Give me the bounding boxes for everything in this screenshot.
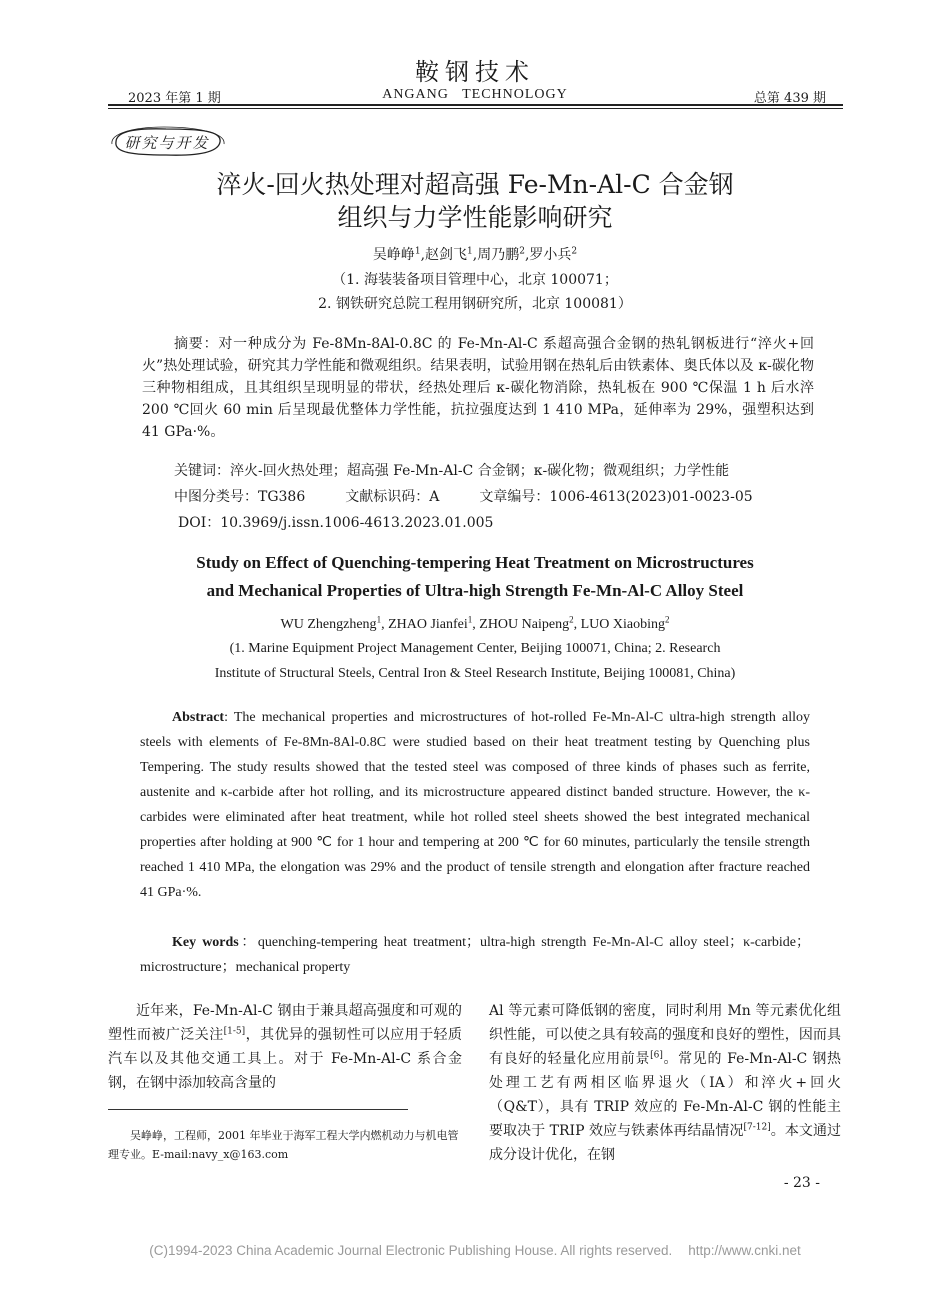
- body-column-right: [489, 999, 841, 1167]
- abstract-cn: 摘要：对一种成分为 Fe-8Mn-8Al-0.8C 的 Fe-Mn-Al-C 系超高强合金钢的热轧钢板进行“淬火+回火”热处理试验，研究其力学性能和微观组织。结果表明，试验用钢在热轧后由铁素体、奥氏体以及 κ-碳化物三种物相组成，且其组织呈现明显的带状，经热处理后 κ-碳化物消除，热轧板在 900 ℃保温 1 h 后水淬 200 ℃回火 60 min 后呈现最优整体力学性能，抗拉强度达到 1 410 MPa，延伸率为 29%，强塑积达到 41 GPa·%。: [142, 336, 814, 440]
- citation-ref[interactable]: [1-5]: [223, 1026, 246, 1037]
- author-cn: 周乃鹏: [477, 247, 520, 263]
- keywords-en-text: ：quenching-tempering heat treatment；ultra-high strength Fe-Mn-Al-C alloy steel；κ-carbide；microstructure；mechanical property: [140, 935, 810, 975]
- citation-ref[interactable]: [6]: [650, 1050, 663, 1061]
- author-en: WU Zhengzheng: [280, 617, 377, 632]
- section-tag-label: 研究与开发: [124, 134, 210, 152]
- keywords-en: [140, 930, 810, 980]
- body-text: 。常见的 Fe-Mn-Al-C 钢热处理工艺有两相区临界退火（IA）和淬火+回火（Q&T），具有 TRIP 效应的 Fe-Mn-Al-C 钢的性能主要取决于 TRIP 效应与铁素体再结晶情况: [489, 1051, 842, 1139]
- body-text: 近年来，Fe-Mn-Al-C 钢由于兼具超高强度和可观的塑性而被广泛关注: [108, 1003, 462, 1043]
- page-number: - 23 -: [783, 1175, 820, 1191]
- author-superscript: 1: [467, 246, 473, 257]
- author-footnote: 吴峥峥，工程师，2001 年毕业于海军工程大学内燃机动力与机电管理专业。E-mail:navy_x@163.com: [108, 1129, 459, 1161]
- document-code: 文献标识码：A: [345, 489, 440, 505]
- title-cn-line-1: 淬火-回火热处理对超高强 Fe-Mn-Al-C 合金钢: [216, 170, 734, 199]
- keywords-cn: 关键词：淬火-回火热处理；超高强 Fe-Mn-Al-C 合金钢；κ-碳化物；微观组织；力学性能: [174, 463, 730, 479]
- clc-number: 中图分类号：TG386: [174, 489, 306, 505]
- title-cn-line-2: 组织与力学性能影响研究: [337, 203, 613, 232]
- title-en-line-2: and Mechanical Properties of Ultra-high Strength Fe-Mn-Al-C Alloy Steel: [206, 581, 744, 600]
- authors-en: WU Zhengzheng$^1$, ZHAO Jianfei$^1$, ZHOU Naipeng$^2$, LUO Xiaobing$^2$: [280, 614, 670, 632]
- section-tag: [106, 125, 228, 159]
- author-superscript: 2: [569, 614, 574, 625]
- footnote-rule: [108, 1109, 408, 1110]
- author-en: ZHOU Naipeng: [479, 617, 570, 632]
- keywords-en-label: Key words: [172, 935, 239, 950]
- author-superscript: 2: [519, 246, 525, 257]
- copyright-footer: [0, 1243, 950, 1258]
- journal-title: 鞍钢技术: [415, 58, 535, 86]
- author-en: LUO Xiaobing: [580, 617, 665, 632]
- author-superscript: 2: [664, 614, 670, 625]
- issue-label: 2023 年第 1 期: [128, 91, 221, 106]
- abstract-en: [140, 705, 810, 905]
- author-superscript: 1: [414, 246, 421, 257]
- body-text: ，其优异的强韧性可以应用于轻质汽车以及其他交通工具上。对于 Fe-Mn-Al-C 系合金钢，在钢中添加较高含量的: [108, 1027, 463, 1091]
- doi[interactable]: DOI：10.3969/j.issn.1006-4613.2023.01.005: [178, 515, 494, 531]
- copyright-text: (C)1994-2023 China Academic Journal Electronic Publishing House. All rights reserved.: [149, 1243, 673, 1258]
- body-text: 。本文通过成分设计优化，在钢: [489, 1123, 841, 1163]
- authors-cn: 吴峥峥$^1$,赵剑飞$^1$,周乃鹏$^2$,罗小兵$^2$: [372, 246, 578, 263]
- affiliation-en-2: Institute of Structural Steels, Central Iron & Steel Research Institute, Beijing 100081, China): [214, 666, 736, 681]
- cnki-link[interactable]: http://www.cnki.net: [688, 1243, 801, 1258]
- author-superscript: 1: [467, 614, 473, 625]
- abstract-en-label: Abstract: [172, 710, 225, 725]
- header-rule-thin: [108, 108, 843, 109]
- author-superscript: 1: [376, 614, 382, 625]
- author-cn: 吴峥峥: [372, 247, 415, 263]
- author-cn: 赵剑飞: [425, 247, 468, 263]
- header-rule-thick: [108, 104, 843, 106]
- body-column-left: [108, 999, 462, 1095]
- citation-ref[interactable]: [7-12]: [743, 1122, 771, 1133]
- author-cn: 罗小兵: [529, 247, 572, 263]
- title-en-line-1: Study on Effect of Quenching-tempering Heat Treatment on Microstructures: [196, 553, 754, 572]
- author-en: ZHAO Jianfei: [388, 617, 468, 632]
- affiliation-cn-1: （1. 海装装备项目管理中心，北京 100071；: [332, 272, 618, 288]
- total-issue-label: 总第 439 期: [753, 91, 826, 106]
- journal-english-name: ANGANG TECHNOLOGY: [382, 87, 568, 102]
- affiliation-cn-2: 2. 钢铁研究总院工程用钢研究所，北京 100081）: [318, 296, 632, 312]
- article-number: 文章编号：1006-4613(2023)01-0023-05: [479, 489, 753, 505]
- author-superscript: 2: [571, 246, 578, 257]
- abstract-en-text: : The mechanical properties and microstructures of hot-rolled Fe-Mn-Al-C ultra-high strength alloy steels with elements of Fe-8Mn-8Al-0.8C were studied based on their heat treatment testing by Quenching plus Tempering. The study results showed that the tested steel was composed of three kinds of phases such as ferrite, austenite and κ-carbide after hot rolling, and its microstructure appeared distinct banded structure. However, the κ-carbides were eliminated after heat treatment, while hot rolled steel sheets showed the best integrated mechanical properties after holding at 900 ℃ for 1 hour and tempering at 200 ℃ for 60 minutes, particularly the tensile strength reached 1 410 MPa, the elongation was 29% and the product of tensile strength and elongation after fracture reached 41 GPa·%.: [140, 710, 810, 900]
- classification-row: [174, 486, 793, 506]
- body-text: Al 等元素可降低钢的密度，同时利用 Mn 等元素优化组织性能，可以使之具有较高的强度和良好的塑性，因而具有良好的轻量化应用前景: [489, 1003, 841, 1067]
- affiliation-en-1: (1. Marine Equipment Project Management Center, Beijing 100071, China; 2. Research: [229, 641, 721, 656]
